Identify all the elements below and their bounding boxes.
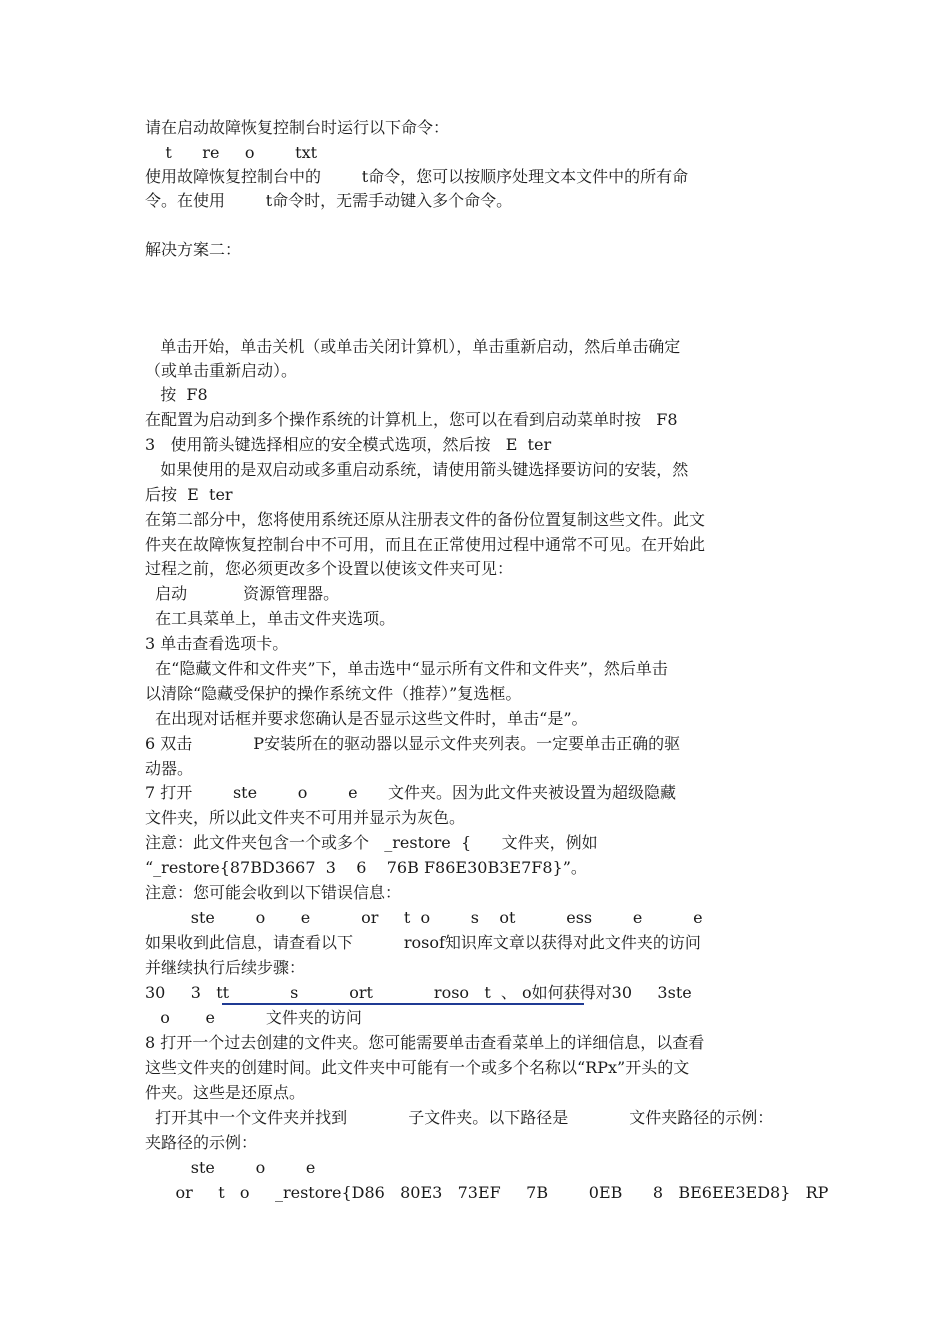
path-line: ste o e [145,1158,316,1177]
text-line: 这些文件夹的创建时间。此文件夹中可能有一个或多个名称以“RPx”开头的文 [145,1058,690,1077]
text-line: 注意：您可能会收到以下错误信息： [145,883,402,902]
text-line: 6 双击 P安装所在的驱动器以显示文件夹列表。一定要单击正确的驱 [145,734,681,753]
text-line: 如果使用的是双启动或多重启动系统，请使用箭头键选择要访问的安装，然 [145,460,689,479]
kb-link[interactable]: 30 3 tt s ort roso t 、 o如何获得对30 3ste [145,983,692,1002]
text-line: 启动 资源管理器。 [145,584,340,603]
text-line: 令。在使用 t命令时，无需手动键入多个命令。 [145,191,513,210]
kb-link-underline [222,1003,584,1005]
text-line: 在配置为启动到多个操作系统的计算机上，您可以在看到启动菜单时按 F8 [145,410,678,429]
path-line: or t o _restore{D86 80E3 73EF 7B 0EB 8 BE6EE3ED8} RP [145,1183,829,1202]
section-heading: 解决方案二： [145,240,242,259]
text-line: 以清除“隐藏受保护的操作系统文件（推荐）”复选框。 [145,684,522,703]
text-line: 注意：此文件夹包含一个或多个 _restore { 文件夹，例如 [145,833,598,852]
text-line: 夹路径的示例： [145,1133,258,1152]
text-line: （或单击重新启动）。 [145,361,298,380]
command-line: t re o txt [145,143,318,162]
text-line: 按 F8 [145,385,208,404]
text-line: 后按 E ter [145,485,233,504]
error-message-line: ste o e or t o s ot ess e e [145,908,703,927]
text-line: 在工具菜单上，单击文件夹选项。 [145,609,396,628]
text-line: 8 打开一个过去创建的文件夹。您可能需要单击查看菜单上的详细信息，以查看 [145,1033,705,1052]
text-line: “_restore{87BD3667 3 6 76B F86E30B3E7F8}”。 [145,858,587,877]
text-line: 件夹在故障恢复控制台中不可用，而且在正常使用过程中通常不可见。在开始此 [145,535,706,554]
text-line: 动器。 [145,759,194,778]
text-line: 请在启动故障恢复控制台时运行以下命令： [145,118,450,137]
kb-link-continued[interactable]: o e 文件夹的访问 [145,1008,362,1027]
text-line: 单击开始，单击关机（或单击关闭计算机），单击重新启动，然后单击确定 [145,337,681,356]
text-line: 文件夹，所以此文件夹不可用并显示为灰色。 [145,808,466,827]
text-line: 打开其中一个文件夹并找到 子文件夹。以下路径是 文件夹路径的示例： [145,1108,774,1127]
text-line: 件夹。这些是还原点。 [145,1083,306,1102]
text-line: 使用故障恢复控制台中的 t命令，您可以按顺序处理文本文件中的所有命 [145,167,689,186]
text-line: 如果收到此信息，请查看以下 rosof知识库文章以获得对此文件夹的访问 [145,933,701,952]
text-line: 并继续执行后续步骤： [145,958,306,977]
text-line: 在第二部分中，您将使用系统还原从注册表文件的备份位置复制这些文件。此文 [145,510,706,529]
text-line: 在“隐藏文件和文件夹”下，单击选中“显示所有文件和文件夹”，然后单击 [145,659,668,678]
text-line: 在出现对话框并要求您确认是否显示这些文件时，单击“是”。 [145,709,588,728]
text-line: 7 打开 ste o e 文件夹。因为此文件夹被设置为超级隐藏 [145,783,677,802]
text-line: 3 使用箭头键选择相应的安全模式选项，然后按 E ter [145,435,552,454]
text-line: 3 单击查看选项卡。 [145,634,289,653]
text-line: 过程之前，您必须更改多个设置以使该文件夹可见： [145,559,514,578]
